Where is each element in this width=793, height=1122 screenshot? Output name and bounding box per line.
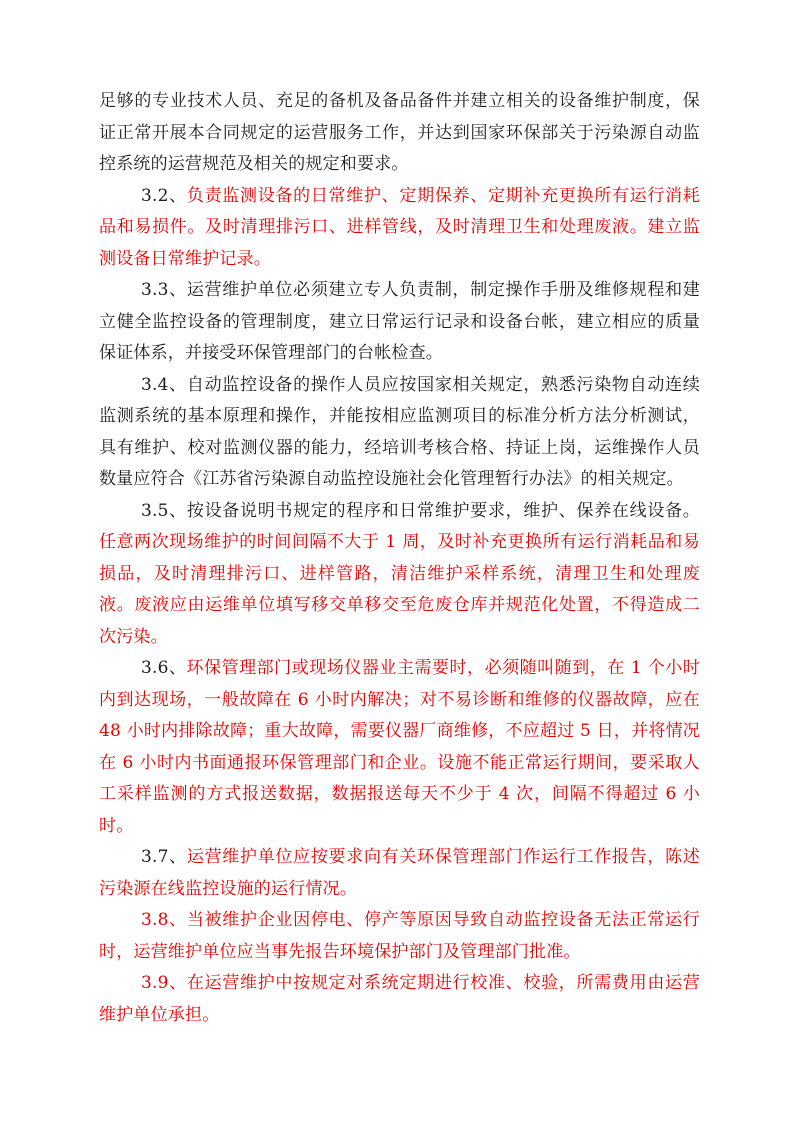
text-run-black: 3.5、 (141, 500, 187, 521)
text-run-red: 任意两次现场维护的时间间隔不大于 1 周，及时补充更换所有运行消耗品和易损品，及时清理排污口、进样管路，清洁维护采样系统，清理卫生和处理废液。废液应由运维单位填写移交单移交至危废仓库并规范化处置，不得造成二次污染。 (99, 532, 700, 647)
text-run-black: 自动监控设备的操作人员应按国家相关规定，熟悉污染物自动连续监测系统的基本原理和操作，并能按相应监测项目的标准分析方法分析测试，具有维护、校对监测仪器的能力，经培训考核合格、持证上岗，运维操作人员数量应符合《江苏省污染源自动监控设施社会化管理暂行办法》的相关规定。 (99, 374, 700, 489)
text-run-red: 负责监测设备的日常维护、定期保养、定期补充更换所有运行消耗品和易损件。及时清理排污口、进样管线，及时清理卫生和处理废液。建立监测设备日常维护记录。 (99, 185, 700, 269)
text-run-red: 在运营维护中按规定对系统定期进行校准、校验，所需费用由运营维护单位承担。 (99, 973, 700, 1025)
text-run-black: 3.2、 (141, 185, 187, 206)
paragraph-continuation (99, 86, 700, 181)
text-run-black: 3.7、 (141, 847, 187, 867)
document-body (99, 86, 700, 1031)
text-run-red: 3.9、 (141, 973, 187, 993)
paragraph-3-8 (99, 905, 700, 968)
text-run-black: 足够的专业技术人员、充足的备机及备品备件并建立相关的设备维护制度，保证正常开展本合同规定的运营服务工作，并达到国家环保部关于污染源自动监控系统的运营规范及相关的规定和要求。 (99, 91, 700, 174)
text-run-black: 3.4、 (141, 374, 187, 395)
text-run-red: 当被维护企业因停电、停产等原因导致自动监控设备无法正常运行时，运营维护单位应当事先报告环境保护部门及管理部门批准。 (99, 910, 700, 962)
text-run-red: 运营维护单位应按要求向有关环保管理部门作运行工作报告，陈述污染源在线监控设施的运行情况。 (99, 847, 700, 899)
text-run-black: 3.3、 (141, 280, 187, 300)
paragraph-3-3 (99, 275, 700, 370)
paragraph-3-2 (99, 181, 700, 276)
paragraph-3-6 (99, 653, 700, 842)
paragraph-3-5 (99, 496, 700, 654)
text-run-black: 运营维护单位必须建立专人负责制，制定操作手册及维修规程和建立健全监控设备的管理制度，建立日常运行记录和设备台帐，建立相应的质量保证体系，并接受环保管理部门的台帐检查。 (99, 280, 700, 363)
text-run-black: 3.6、 (141, 658, 187, 678)
paragraph-3-7 (99, 842, 700, 905)
paragraph-3-9 (99, 968, 700, 1031)
text-run-red: 环保管理部门或现场仪器业主需要时，必须随叫随到，在 1 个小时内到达现场，一般故障在 6 小时内解决；对不易诊断和维修的仪器故障，应在 48 小时内排除故障；重大故障，需要仪器厂商维修，不应超过 5 日，并将情况在 6 小时内书面通报环保管理部门和企业。设施不能正常运行期间，要采取人工采样监测的方式报送数据，数据报送每天不少于 4 次，间隔不得超过 6 小时。 (99, 658, 700, 836)
text-run-red: 3.8、 (141, 910, 187, 930)
text-run-black: 按设备说明书规定的程序和日常维护要求，维护、保养在线设备。 (186, 500, 700, 521)
paragraph-3-4 (99, 370, 700, 496)
